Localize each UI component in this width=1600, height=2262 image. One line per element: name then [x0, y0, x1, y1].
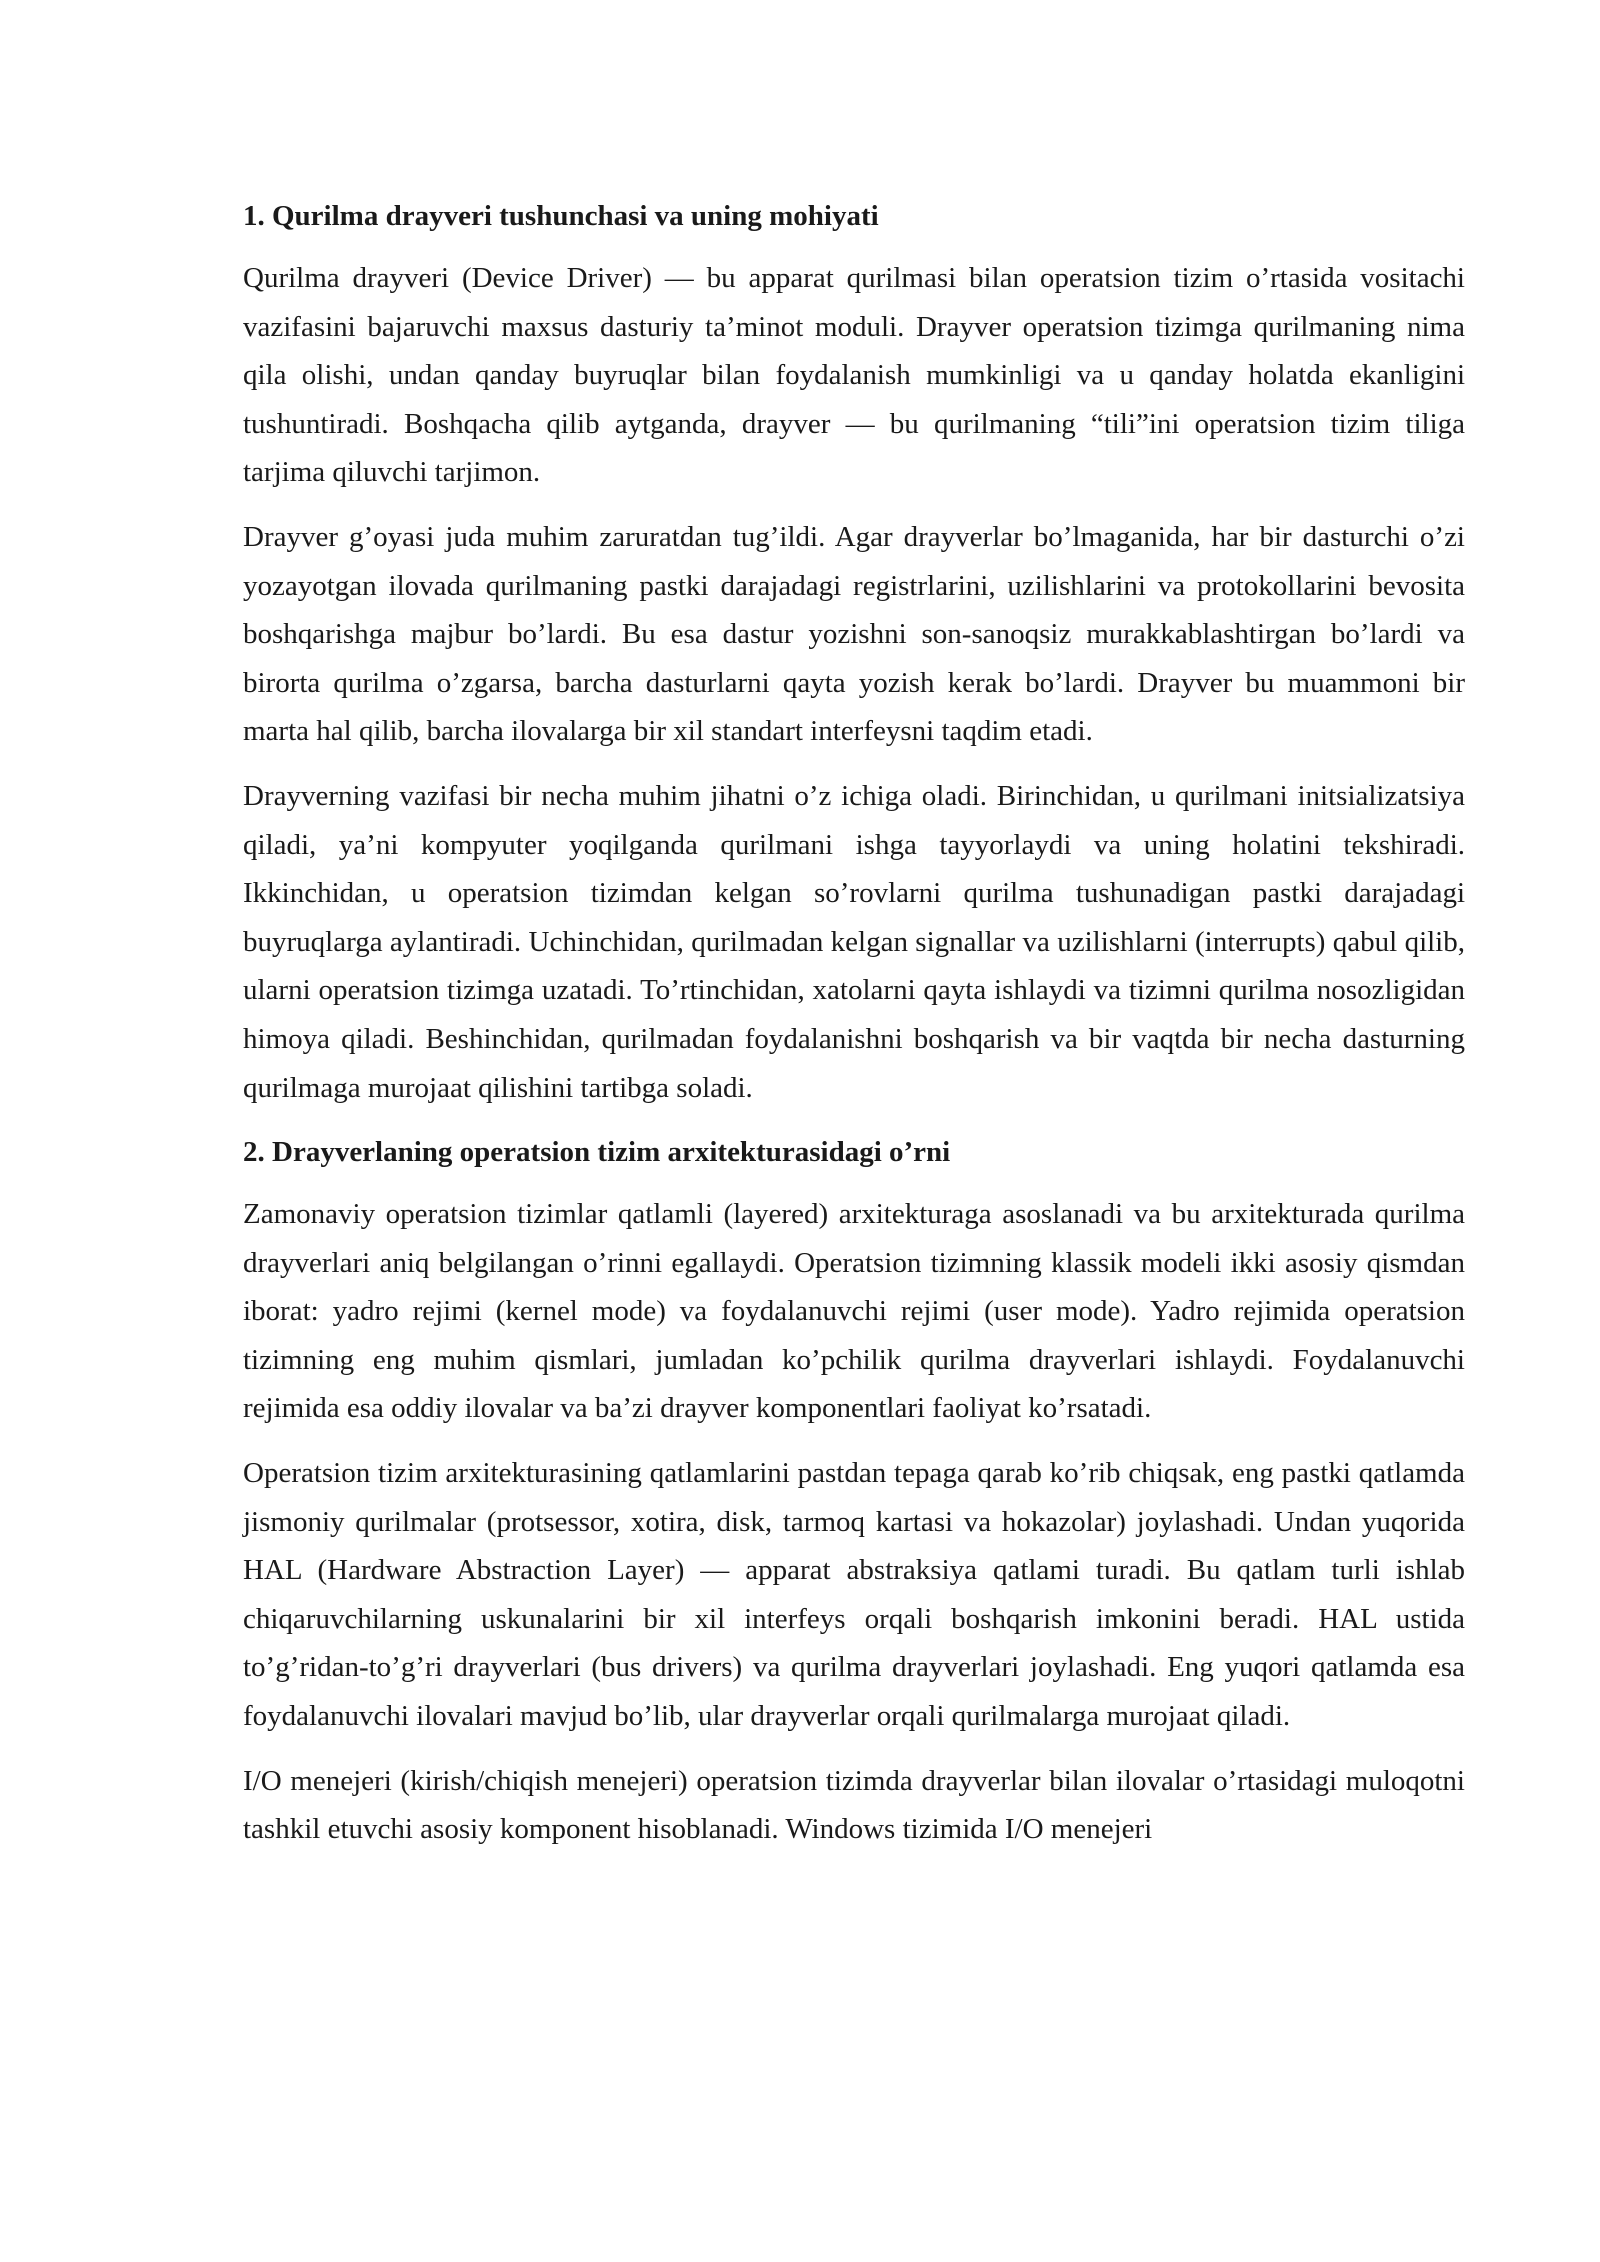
- section-2: [243, 1128, 1465, 1854]
- section-heading: 2. Drayverlaning operatsion tizim arxitekturasidagi o’rni: [243, 1136, 951, 1169]
- section-1: [243, 192, 1465, 1112]
- document-body: [243, 192, 1465, 1870]
- paragraph: Zamonaviy operatsion tizimlar qatlamli (layered) arxitekturaga asoslanadi va bu arxitekturada qurilma drayverlari aniq belgilangan o’rinni egallaydi. Operatsion tizimning klassik modeli ikki asosiy qismdan iborat: yadro rejimi (kernel mode) va foydalanuvchi rejimi (user mode). Yadro rejimida operatsion tizimning eng muhim qismlari, jumladan ko’pchilik qurilma drayverlari ishlaydi. Foydalanuvchi rejimida esa oddiy ilovalar va ba’zi drayver komponentlari faoliyat ko’rsatadi.: [243, 1198, 1465, 1425]
- paragraph: Drayverning vazifasi bir necha muhim jihatni o’z ichiga oladi. Birinchidan, u qurilmani initsializatsiya qiladi, ya’ni kompyuter yoqilganda qurilmani ishga tayyorlaydi va uning holatini tekshiradi. Ikkinchidan, u operatsion tizimdan kelgan so’rovlarni qurilma tushunadigan pastki darajadagi buyruqlarga aylantiradi. Uchinchidan, qurilmadan kelgan signallar va uzilishlarni (interrupts) qabul qilib, ularni operatsion tizimga uzatadi. To’rtinchidan, xatolarni qayta ishlaydi va tizimni qurilma nosozligidan himoya qiladi. Beshinchidan, qurilmadan foydalanishni boshqarish va bir vaqtda bir necha dasturning qurilmaga murojaat qilishini tartibga soladi.: [243, 779, 1465, 1104]
- section-heading: 1. Qurilma drayveri tushunchasi va uning mohiyati: [243, 200, 879, 232]
- paragraph: Drayver g’oyasi juda muhim zaruratdan tug’ildi. Agar drayverlar bo’lmaganida, har bir dasturchi o’zi yozayotgan ilovada qurilmaning pastki darajadagi registrlarini, uzilishlarini va protokollarini bevosita boshqarishga majbur bo’lardi. Bu esa dastur yozishni son-sanoqsiz murakkablashtirgan bo’lardi va birorta qurilma o’zgarsa, barcha dasturlarni qayta yozish kerak bo’lardi. Drayver bu muammoni bir marta hal qilib, barcha ilovalarga bir xil standart interfeysni taqdim etadi.: [243, 520, 1465, 748]
- paragraph: Operatsion tizim arxitekturasining qatlamlarini pastdan tepaga qarab ko’rib chiqsak, eng pastki qatlamda jismoniy qurilmalar (protsessor, xotira, disk, tarmoq kartasi va hokazolar) joylashadi. Undan yuqorida HAL (Hardware Abstraction Layer) — apparat abstraksiya qatlami turadi. Bu qatlam turli ishlab chiqaruvchilarning uskunalarini bir xil interfeys orqali boshqarish imkonini beradi. HAL ustida to’g’ridan-to’g’ri drayverlari (bus drivers) va qurilma drayverlari joylashadi. Eng yuqori qatlamda esa foydalanuvchi ilovalari mavjud bo’lib, ular drayverlar orqali qurilmalarga murojaat qiladi.: [243, 1457, 1465, 1733]
- paragraph: I/O menejeri (kirish/chiqish menejeri) operatsion tizimda drayverlar bilan ilovalar o’rtasidagi muloqotni tashkil etuvchi asosiy komponent hisoblanadi. Windows tizimida I/O menejeri: [243, 1764, 1465, 1846]
- paragraph: Qurilma drayveri (Device Driver) — bu apparat qurilmasi bilan operatsion tizim o’rtasida vositachi vazifasini bajaruvchi maxsus dasturiy ta’minot moduli. Drayver operatsion tizimga qurilmaning nima qila olishi, undan qanday buyruqlar bilan foydalanish mumkinligi va u qanday holatda ekanligini tushuntiradi. Boshqacha qilib aytganda, drayver — bu qurilmaning “tili”ini operatsion tizim tiliga tarjima qiluvchi tarjimon.: [243, 262, 1465, 489]
